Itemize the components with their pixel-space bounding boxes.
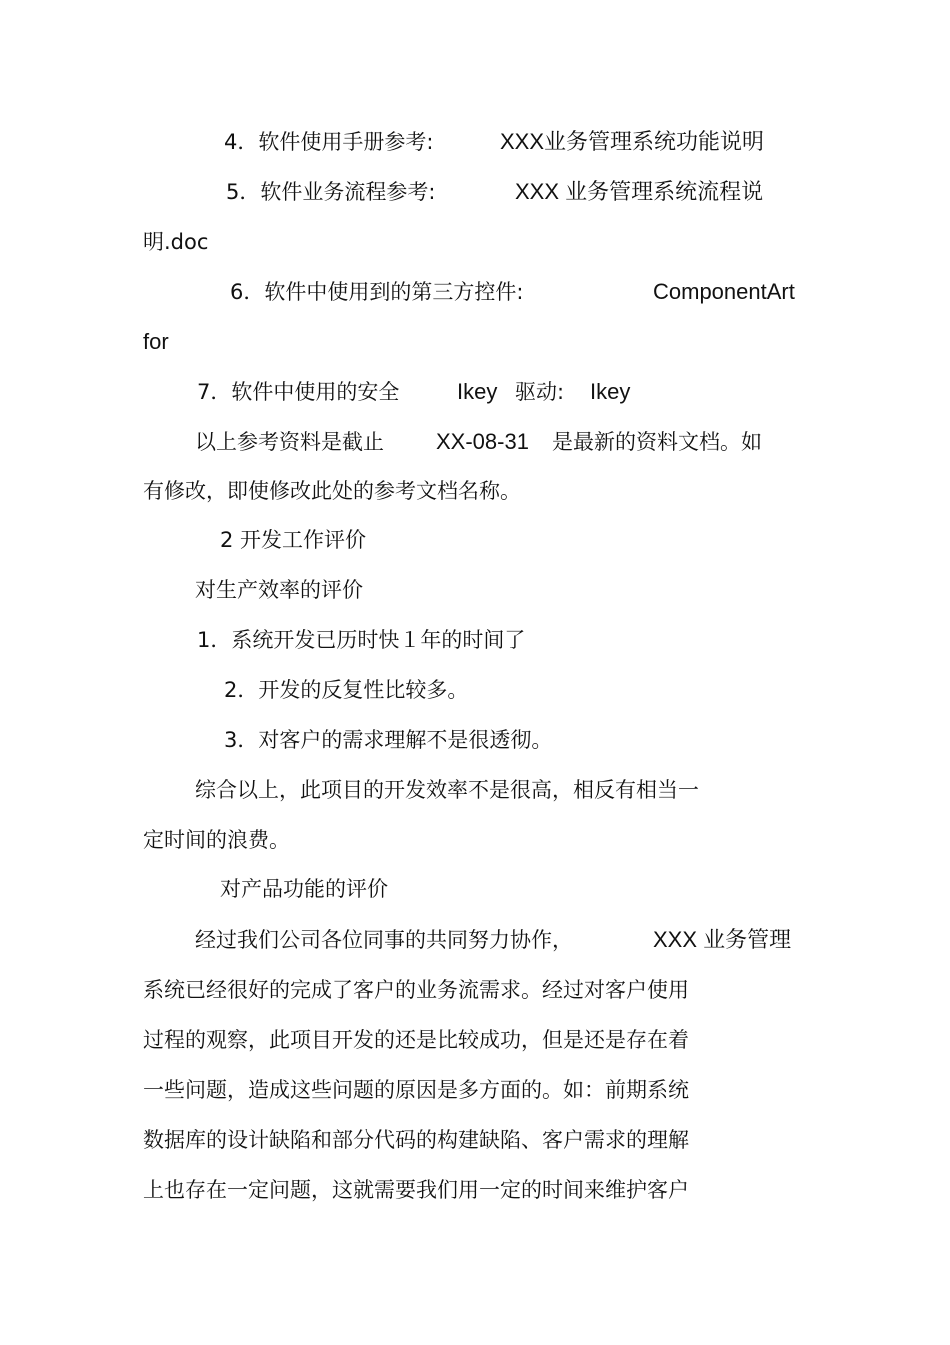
text-line: 经过我们公司各位同事的共同努力协作， — [195, 928, 573, 952]
subheading: 对产品功能的评价 — [220, 877, 388, 901]
text-line: 一些问题，造成这些问题的原因是多方面的。如：前期系统 — [143, 1078, 689, 1102]
text-line: 5．软件业务流程参考: — [226, 180, 436, 204]
text-line: 过程的观察，此项目开发的还是比较成功，但是还是存在着 — [143, 1028, 689, 1052]
text-line: 数据库的设计缺陷和部分代码的构建缺陷、客户需求的理解 — [143, 1128, 689, 1152]
text-line: 6．软件中使用到的第三方控件: — [230, 280, 524, 304]
subheading: 对生产效率的评价 — [195, 578, 363, 602]
text-line: 是最新的资料文档。如 — [552, 430, 762, 454]
text-line: XXX 业务管理 — [653, 927, 792, 952]
text-line: XXX 业务管理系统流程说 — [515, 179, 764, 204]
text-line: XXX业务管理系统功能说明 — [500, 129, 765, 154]
text-line: for — [143, 329, 169, 354]
text-line: ComponentArt — [653, 279, 795, 304]
text-line: 定时间的浪费。 — [143, 828, 290, 852]
text-line: 明.doc — [143, 230, 209, 254]
text-line: 4．软件使用手册参考: — [224, 130, 434, 154]
text-line: 驱动: — [515, 380, 565, 404]
text-line: Ikey — [457, 379, 498, 404]
text-line: 7．软件中使用的安全 — [197, 380, 400, 404]
list-item: 3．对客户的需求理解不是很透彻。 — [224, 728, 553, 752]
text-line: 上也存在一定问题，这就需要我们用一定的时间来维护客户 — [143, 1178, 689, 1202]
list-item: 1．系统开发已历时快１年的时间了 — [197, 628, 526, 652]
list-item: 2．开发的反复性比较多。 — [224, 678, 469, 702]
text-line: 以上参考资料是截止 — [195, 430, 384, 454]
text-line: Ikey — [590, 379, 631, 404]
text-line: 系统已经很好的完成了客户的业务流需求。经过对客户使用 — [143, 978, 689, 1002]
section-heading: 2 开发工作评价 — [220, 528, 367, 552]
text-line: 有修改，即使修改此处的参考文档名称。 — [143, 479, 521, 503]
text-line: 综合以上，此项目的开发效率不是很高，相反有相当一 — [195, 778, 699, 802]
text-line: XX-08-31 — [436, 429, 529, 454]
